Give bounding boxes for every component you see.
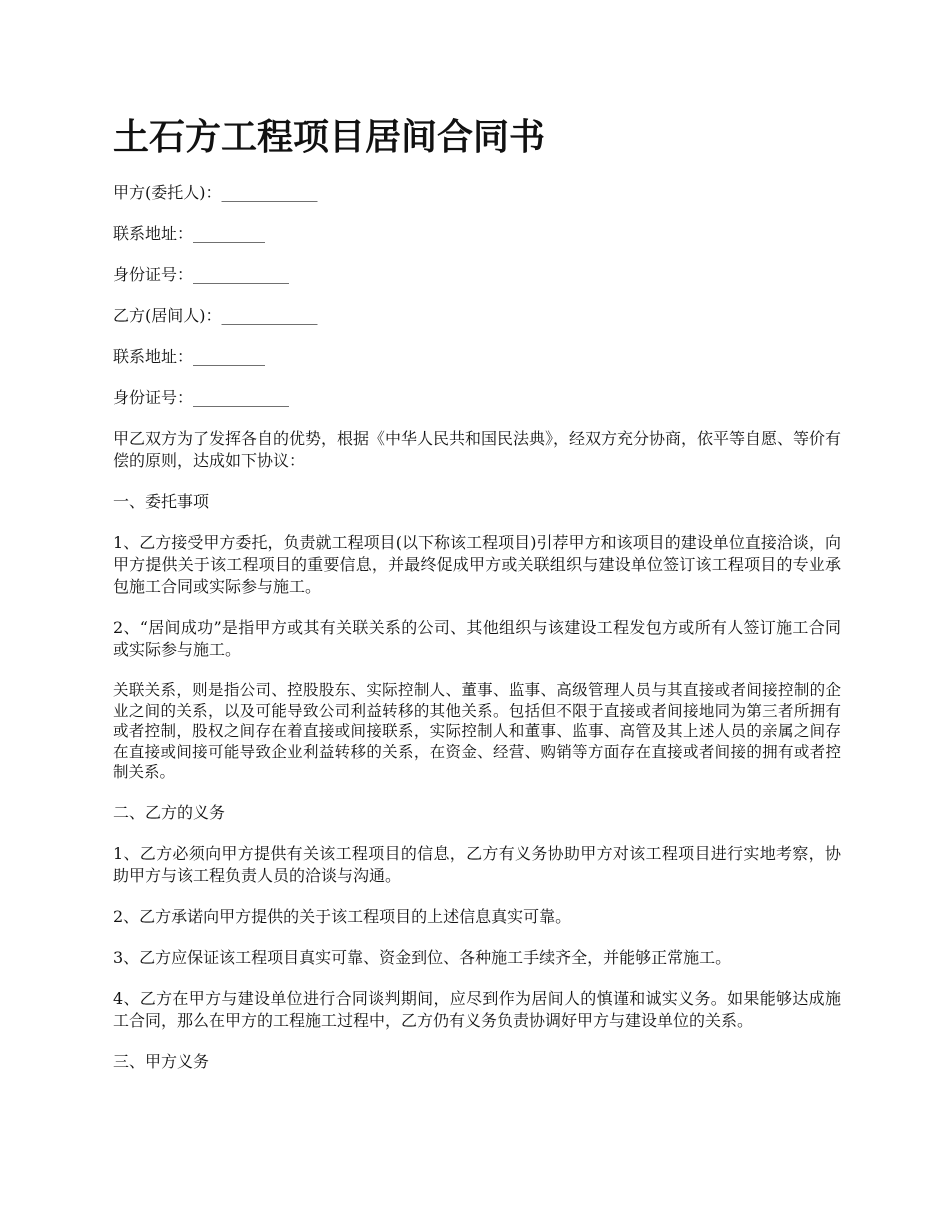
- document-page: [113, 112, 841, 1092]
- clause-2-1: 1、乙方必须向甲方提供有关该工程项目的信息，乙方有义务协助甲方对该工程项目进行实地考察，协助甲方与该工程负责人员的洽谈与沟通。: [113, 843, 841, 885]
- party-a-name-field: [113, 182, 841, 204]
- party-b-name-field: [113, 305, 841, 327]
- related-party-definition: 关联关系，则是指公司、控股股东、实际控制人、董事、监事、高级管理人员与其直接或者间接控制的企业之间的关系，以及可能导致公司利益转移的其他关系。包括但不限于直接或者间接地同为第三者所拥有或者控制，股权之间存在着直接或间接联系，实际控制人和董事、监事、高管及其上述人员的亲属之间存在直接或间接可能导致企业利益转移的关系，在资金、经营、购销等方面存在直接或者间接的拥有或者控制关系。: [113, 681, 841, 781]
- document-title: 土石方工程项目居间合同书: [113, 116, 546, 158]
- field-label: 甲方(委托人)：: [113, 183, 222, 202]
- party-b-address-field: [113, 346, 841, 368]
- field-blank: ____________: [193, 265, 290, 284]
- field-blank: _________: [193, 347, 266, 366]
- party-a-id-field: [113, 264, 841, 286]
- field-blank: ____________: [221, 306, 318, 325]
- party-b-id-field: [113, 387, 841, 409]
- field-label: 联系地址：: [113, 224, 194, 243]
- section-heading-entrusted-matters: 一、委托事项: [113, 492, 210, 511]
- field-label: 身份证号：: [113, 265, 194, 284]
- party-a-address-field: [113, 223, 841, 245]
- clause-1-1: 1、乙方接受甲方委托，负责就工程项目(以下称该工程项目)引荐甲方和该项目的建设单位直接洽谈，向甲方提供关于该工程项目的重要信息，并最终促成甲方或关联组织与建设单位签订该工程项目的专业承包施工合同或实际参与施工。: [113, 533, 841, 596]
- clause-2-3: 3、乙方应保证该工程项目真实可靠、资金到位、各种施工手续齐全，并能够正常施工。: [113, 947, 732, 967]
- intro-paragraph: 甲乙双方为了发挥各自的优势，根据《中华人民共和国民法典》，经双方充分协商，依平等自愿、等价有偿的原则，达成如下协议：: [113, 429, 842, 470]
- section-heading-party-b-obligations: 二、乙方的义务: [113, 802, 226, 822]
- section-heading-party-a-obligations: 三、甲方义务: [113, 1051, 210, 1071]
- field-label: 联系地址：: [113, 347, 194, 366]
- field-blank: ____________: [221, 183, 318, 202]
- field-blank: ____________: [193, 388, 290, 407]
- field-label: 身份证号：: [113, 388, 194, 407]
- field-blank: _________: [193, 224, 266, 243]
- clause-1-2: 2、“居间成功”是指甲方或其有关联关系的公司、其他组织与该建设工程发包方或所有人签订施工合同或实际参与施工。: [113, 618, 841, 659]
- clause-2-2: 2、乙方承诺向甲方提供的关于该工程项目的上述信息真实可靠。: [113, 906, 572, 926]
- clause-2-4: 4、乙方在甲方与建设单位进行合同谈判期间，应尽到作为居间人的慎谨和诚实义务。如果能够达成施工合同，那么在甲方的工程施工过程中，乙方仍有义务负责协调好甲方与建设单位的关系。: [113, 988, 841, 1030]
- field-label: 乙方(居间人)：: [113, 306, 222, 325]
